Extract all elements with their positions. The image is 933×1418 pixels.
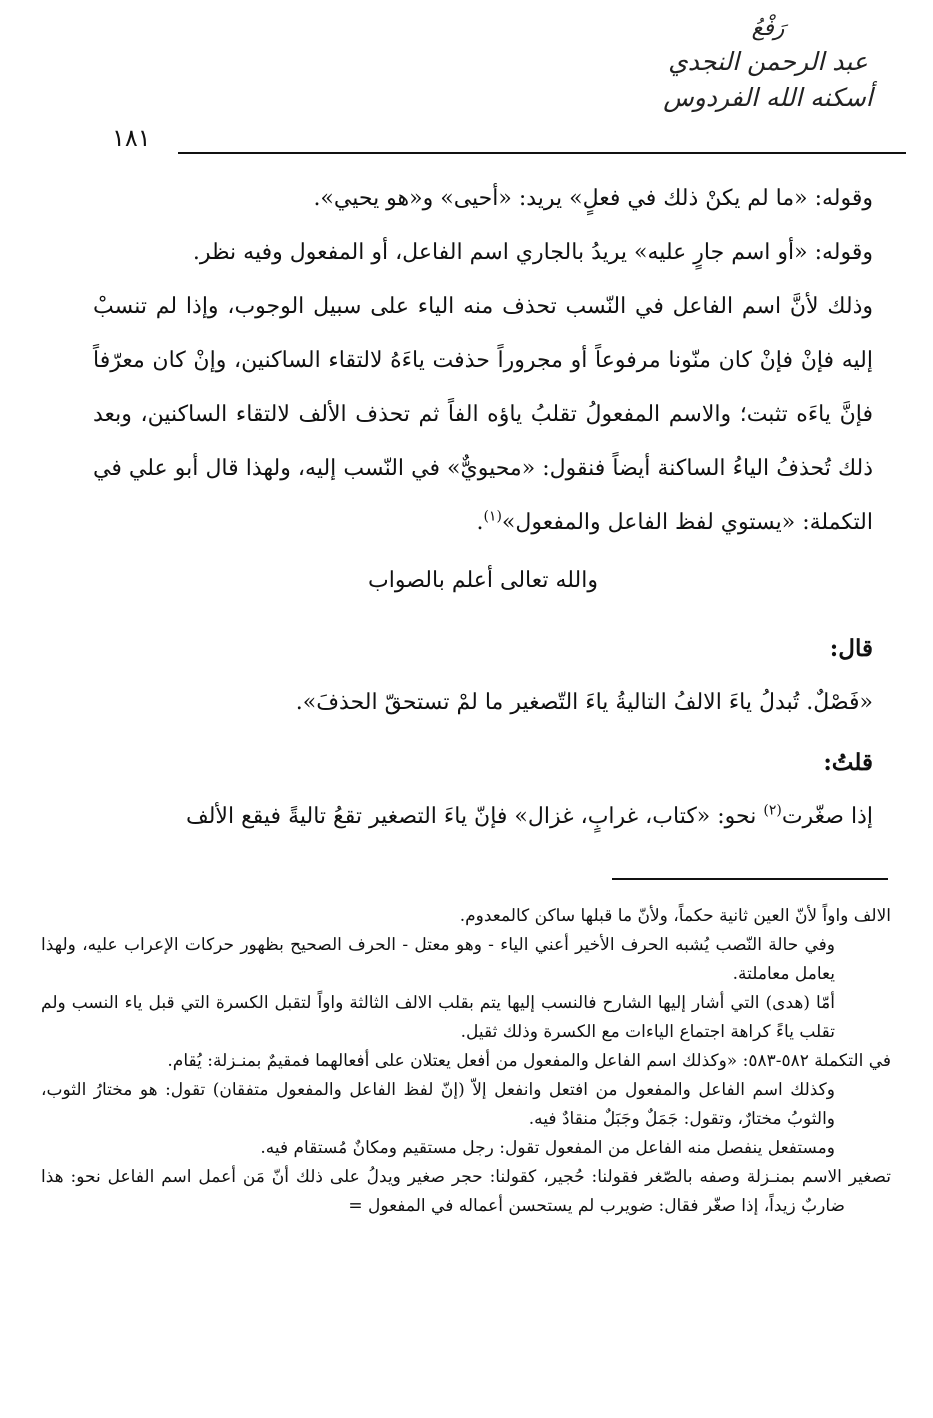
- footnote-1: [41, 1047, 891, 1076]
- footnote-1-sub-2: ومستفعل ينفصل منه الفاعل من المفعول تقول: رجل مستقيم ومكانٌ مُستقام فيه.: [260, 1138, 835, 1158]
- footnotes: [41, 902, 891, 1221]
- label-qultu: قلتُ:: [823, 749, 873, 776]
- footnote-1-number: [891, 1047, 933, 1076]
- footnote-1-text: في التكملة ٥٨٢-٥٨٣: «وكذلك اسم الفاعل والمفعول من أفعل يعتلان على أفعالهما فمقيمٌ بمنـزلة: يُقام.: [167, 1051, 891, 1071]
- closing-phrase: والله تعالى أعلم بالصواب: [368, 568, 598, 593]
- footnote-2-number: [891, 1163, 933, 1192]
- footnote-2: [41, 1163, 891, 1221]
- footnote-2-text: تصغير الاسم بمنـزلة وصفه بالصّغر فقولنا: حُجير، كقولنا: حجر صغير ويدلُ على ذلك أنّ مَن أعمل اسم الفاعل نحو: هذا ضاربٌ زيداً، إذا صغّر فقال: ضويرب لم يستحسن أعماله في المفعول =: [41, 1167, 891, 1216]
- paragraph-4-start: إذا صغّرت: [781, 804, 873, 829]
- footnote-1-sub-1: وكذلك اسم الفاعل والمفعول من افتعل وانفعل إلاّ (إنّ لفظ الفاعل والمفعول متفقان) تقول: هو مختارُ الثوب، والثوبُ مختارٌ، وتقول: جَمَلٌ وجَبَلٌ منقادٌ فيه.: [41, 1080, 835, 1129]
- footnote-continuation-line-3: أمّا (هدى) التي أشار إليها الشارح فالنسب إليها يتم بقلب الالف الثالثة واواً لتقبل الكسرة التي قبل ياء النسب ولم تقلب ياءً كراهة اجتماع الياءات مع الكسرة وذلك ثقيل.: [41, 993, 835, 1042]
- paragraph-2: وقوله: «أو اسم جارٍ عليه» يريدُ بالجاري اسم الفاعل، أو المفعول وفيه نظر.: [192, 240, 873, 265]
- page-number: ١٨١: [112, 124, 151, 152]
- stamp-line-2: عبد الرحمن النجدي: [668, 47, 868, 76]
- footnote-rule: [612, 878, 888, 880]
- continuation-text-1: الالف واواً لأنّ العين ثانية حكماً، ولأنّ ما قبلها ساكن كالمعدوم.: [459, 906, 891, 926]
- paragraph-1: وقوله: «ما لم يكنْ ذلك في فعلٍ» يريد: «أحيى» و«هو يحيي».: [313, 186, 873, 211]
- library-stamp: [628, 14, 908, 116]
- footnote-continuation-line-2: وفي حالة النّصب يُشبه الحرف الأخير أعني الياء - وهو معتل - الحرف الصحيح بظهور حركات الإعراب عليه، ولهذا يعامل معاملتة.: [41, 935, 835, 984]
- paragraph-3: وذلك لأنَّ اسم الفاعل في النّسب تحذف منه الياء على سبيل الوجوب، وإذا لم تنسبْ إليه فإنْ فإنْ كان منّونا مرفوعاً أو مجروراً حذفت ياءَهُ لالتقاء الساكنين، وإنْ كان معرّفاً فإنَّ ياءَه تثبت؛ والاسم المفعولُ تقلبُ ياؤه الفاً ثم تحذف الألف لالتقاء الساكنين، وبعد ذلك تُحذفُ الياءُ الساكنة أيضاً فنقول: «محيويٌّ» في النّسب إليه، ولهذا قال أبو علي في التكملة: «يستوي لفظ الفاعل والمفعول»$^{(١)}$.: [93, 294, 873, 535]
- footnote-ref-2[interactable]: (٢): [763, 802, 782, 819]
- label-qala: قال:: [829, 635, 873, 662]
- paragraph-3-text: وذلك لأنَّ اسم الفاعل في النّسب تحذف منه الياء على سبيل الوجوب، وإذا لم تنسبْ إليه فإنْ فإنْ كان منّونا مرفوعاً أو مجروراً حذفت ياءَهُ لالتقاء الساكنين، وإنْ كان معرّفاً فإنَّ ياءَه تثبت؛ والاسم المفعولُ تقلبُ ياؤه الفاً ثم تحذف الألف لالتقاء الساكنين، وبعد ذلك تُحذفُ الياءُ الساكنة أيضاً فنقول: «محيويٌّ» في النّسب إليه، ولهذا قال أبو علي في التكملة: «يستوي لفظ الفاعل والمفعول»: [93, 294, 873, 535]
- stamp-line-1: رَفْعُ: [751, 16, 785, 41]
- header-rule: [178, 152, 906, 154]
- paragraph-4-end: نحو: «كتاب، غرابٍ، غزال» فإنّ ياءَ التصغير تقعُ تاليةً فيقع الألف: [185, 804, 764, 829]
- main-text: [93, 172, 873, 844]
- footnote-continuation-line-1: [41, 902, 891, 931]
- stamp-line-3: أسكنه الله الفردوس: [663, 83, 873, 112]
- paragraph-4: [93, 790, 873, 844]
- continuation-mark: [891, 902, 933, 931]
- quoted-text: «فَصْلٌ. تُبدلُ ياءَ الالفُ التاليةُ ياءَ التّصغير ما لمْ تستحقّ الحذفَ».: [295, 690, 873, 715]
- footnote-ref-1[interactable]: (١): [483, 508, 502, 525]
